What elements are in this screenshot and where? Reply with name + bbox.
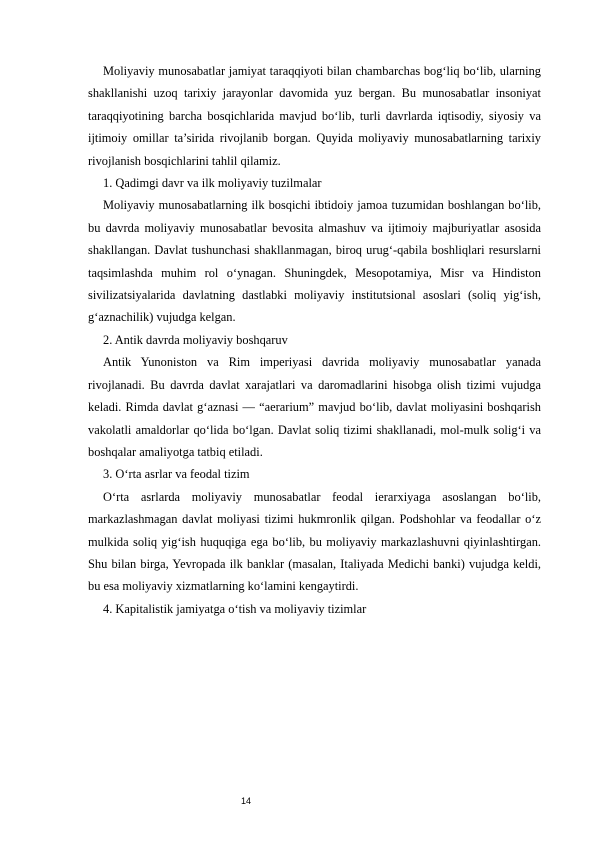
section-3-paragraph: O‘rta asrlarda moliyaviy munosabatlar feodal ierarxiyaga asoslangan bo‘lib, markazlashmagan davlat moliyasi tizimi hukmronlik qilgan. Podshohlar va feodallar o‘z mulkida soliq yig‘ish huquqiga ega bo‘lib, bu moliyaviy markazlashuvni qiyinlashtirgan. Shu bilan birga, Yevropada ilk banklar (masalan, Italiyada Medichi banki) vujudga keldi, bu esa moliyaviy xizmatlarning ko‘lamini kengaytirdi. — [88, 489, 541, 594]
page-number: 14 — [241, 796, 252, 806]
section-2-paragraph: Antik Yunoniston va Rim imperiyasi davrida moliyaviy munosabatlar yanada rivojlanadi. Bu davrda davlat xarajatlari va daromadlarini hisobga olish tizimi vujudga keladi. Rimda davlat g‘aznasi — “aerarium” mavjud bo‘lib, davlat moliyasini boshqarish vakolatli amaldorlar qo‘lida bo‘lgan. Davlat soliq tizimi shakllanadi, mol-mulk solig‘i va boshqalar amaliyotga tatbiq etiladi. — [88, 355, 541, 459]
page-body — [88, 60, 541, 620]
section-1-paragraph: Moliyaviy munosabatlarning ilk bosqichi ibtidoiy jamoa tuzumidan boshlangan bo‘lib, bu davrda moliyaviy munosabatlar bevosita almashuv va ijtimoiy majburiyatlar asosida shakllangan. Davlat tushunchasi shakllanmagan, biroq urug‘-qabila boshliqlari resurslarni taqsimlashda muhim rol o‘ynagan. Shuningdek, Mesopotamiya, Misr va Hindiston sivilizatsiyalarida davlatning dastlabki moliyaviy institutsional asoslari (soliq yig‘ish, g‘aznachilik) vujudga kelgan. — [88, 198, 541, 325]
section-heading-1: 1. Qadimgi davr va ilk moliyaviy tuzilmalar — [103, 176, 322, 191]
intro-paragraph: Moliyaviy munosabatlar jamiyat taraqqiyoti bilan chambarchas bog‘liq bo‘lib, ularning shakllanishi uzoq tarixiy jarayonlar davomida yuz bergan. Bu munosabatlar insoniyat taraqqiyotining barcha bosqichlarida mavjud bo‘lib, turli davrlarda iqtisodiy, siyosiy va ijtimoiy omillar ta’sirida rivojlanib borgan. Quyida moliyaviy munosabatlarning tarixiy rivojlanish bosqichlarini tahlil qilamiz. — [88, 64, 541, 168]
section-heading-2: 2. Antik davrda moliyaviy boshqaruv — [103, 332, 288, 347]
section-heading-3: 3. O‘rta asrlar va feodal tizim — [103, 467, 250, 482]
section-heading-4: 4. Kapitalistik jamiyatga o‘tish va moliyaviy tizimlar — [103, 601, 367, 616]
